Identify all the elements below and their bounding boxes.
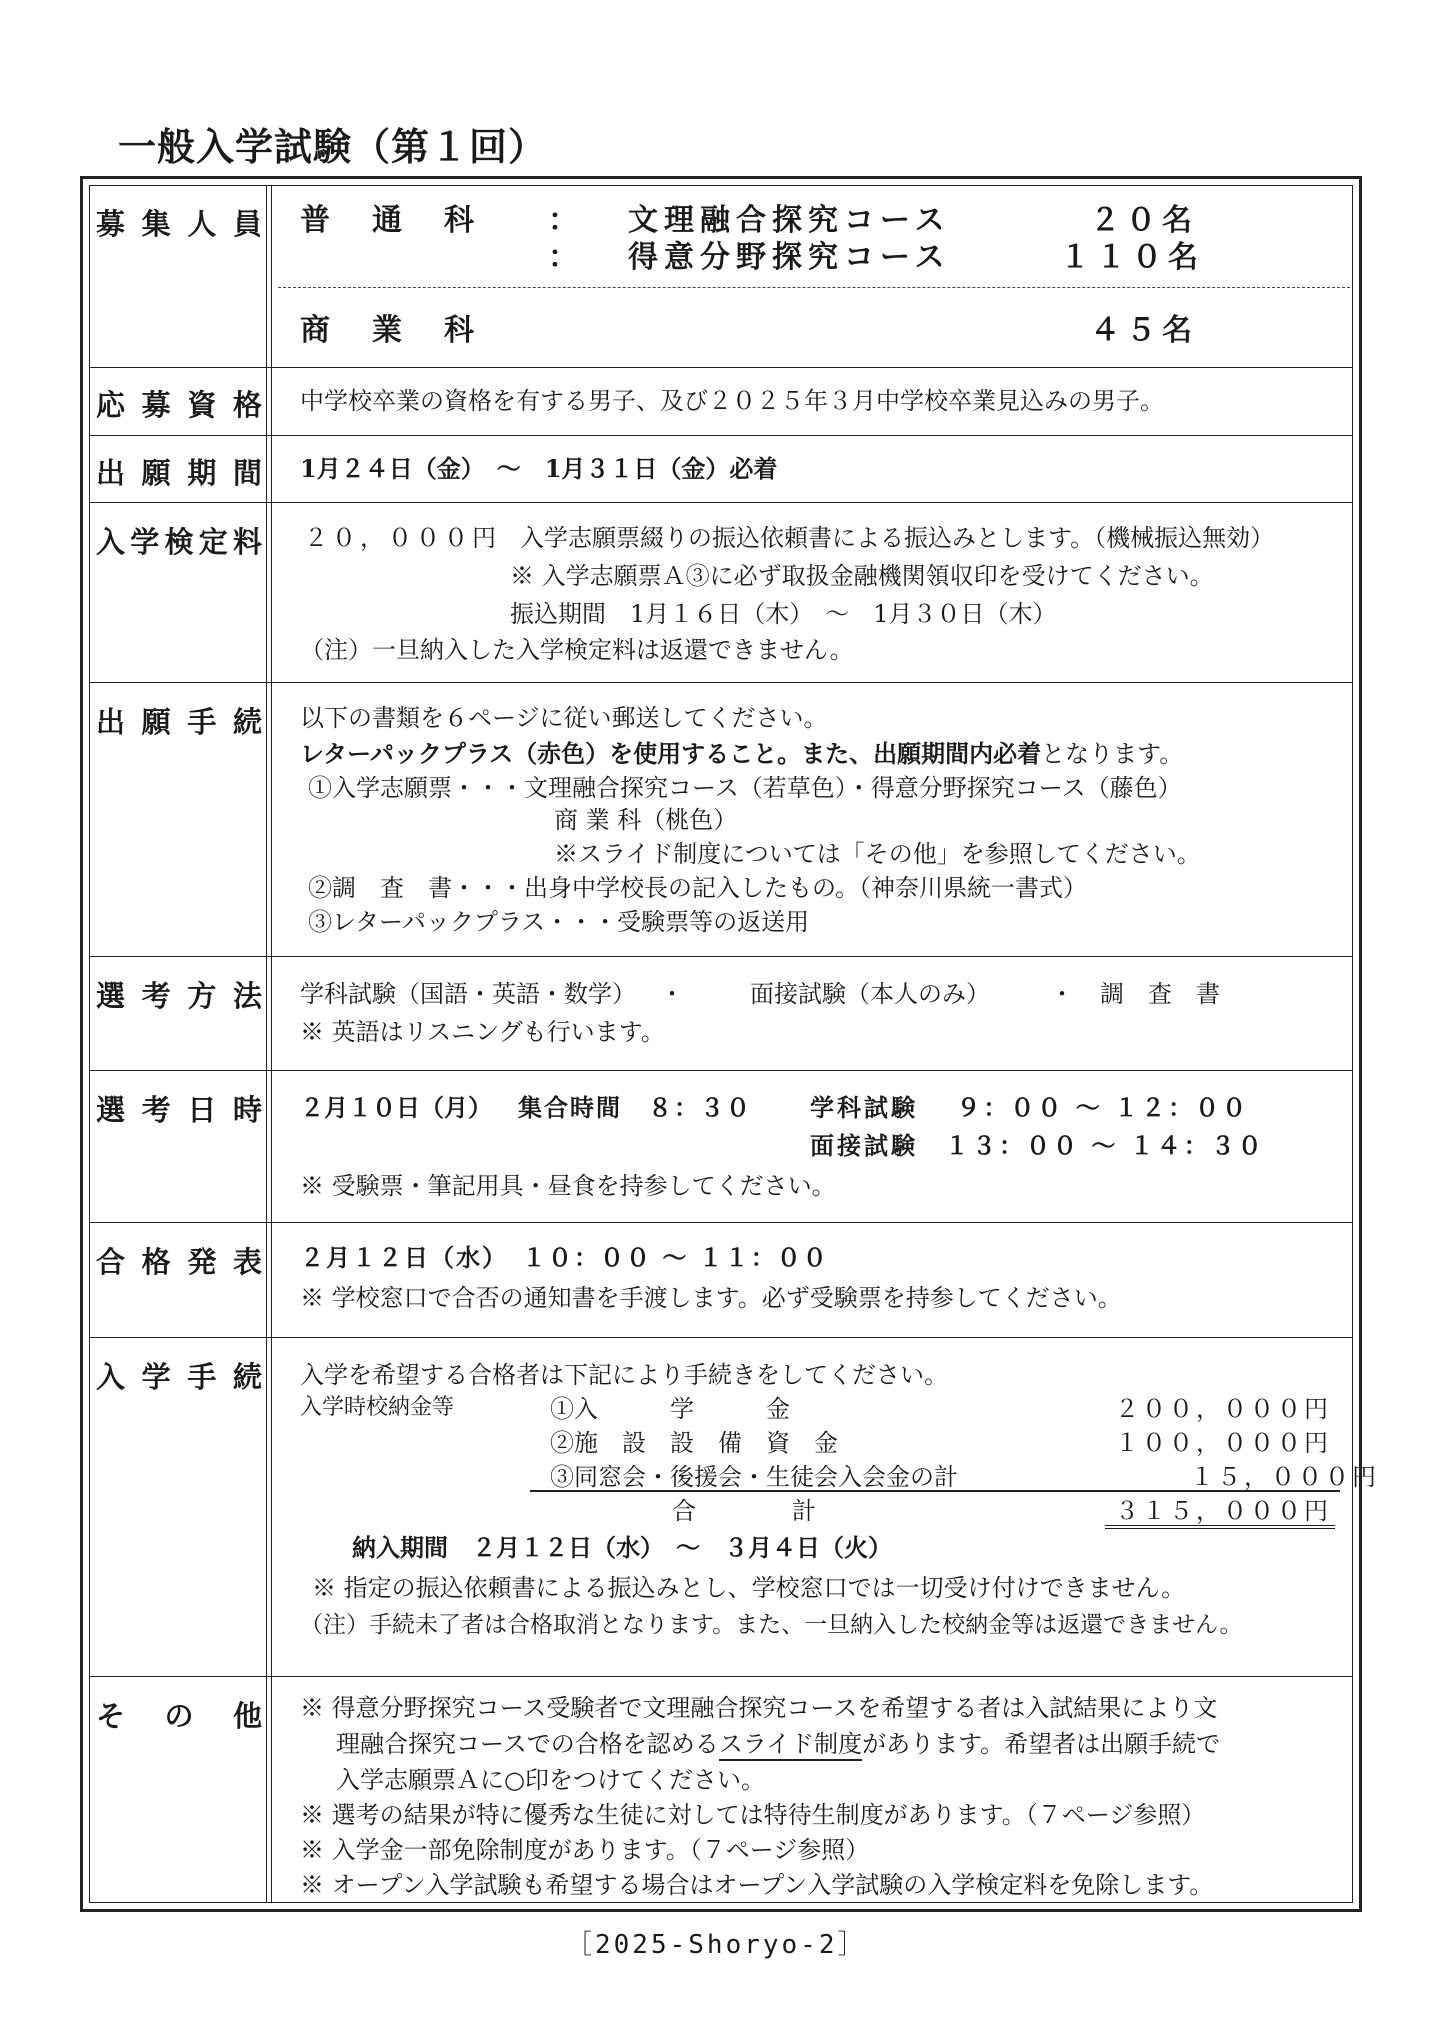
row-divider bbox=[90, 1222, 1352, 1223]
label-other: そ の 他 bbox=[96, 1699, 262, 1733]
method-interview: 面接試験（本人のみ） bbox=[750, 980, 990, 1008]
label-fee: 入学検定料 bbox=[96, 525, 262, 559]
procedure-item: ②調 査 書・・・出身中学校長の記入したもの。（神奈川県統一書式） bbox=[308, 874, 1088, 902]
other-text: があります。希望者は出願手続で bbox=[862, 1730, 1221, 1758]
procedure-item: 商 業 科（桃色） bbox=[554, 806, 738, 834]
fee-amount: ２０，０００円 bbox=[304, 524, 500, 552]
course-name: 文理融合探究コース bbox=[628, 203, 951, 238]
method-separator: ・ bbox=[1050, 980, 1074, 1008]
qualification-text: 中学校卒業の資格を有する男子、及び２０２５年３月中学校卒業見込みの男子。 bbox=[300, 387, 1164, 415]
datetime-written: 学科試験 ９：００ ～ １２：００ bbox=[810, 1093, 1250, 1122]
procedure-deadline: 出願期間内必着 bbox=[873, 739, 1042, 768]
label-column-divider bbox=[266, 186, 272, 1902]
other-line bbox=[336, 1732, 1220, 1756]
admission-fee-amount: １５，０００円 bbox=[1190, 1463, 1379, 1491]
course-count: ４５名 bbox=[1090, 313, 1198, 348]
label-result: 合格発表 bbox=[96, 1245, 262, 1279]
row-divider bbox=[90, 956, 1352, 957]
datetime-date: ２月１０日（月） bbox=[300, 1093, 492, 1122]
procedure-line bbox=[300, 739, 1184, 768]
other-line: ※ 入学金一部免除制度があります。（７ページ参照） bbox=[300, 1836, 870, 1864]
period-text: 1月２４日（金） ～ 1月３１日（金）必着 bbox=[300, 454, 778, 483]
page-title: 一般入学試験（第１回） bbox=[118, 124, 548, 169]
fee-note: ※ 入学志願票Ａ③に必ず取扱金融機関領収印を受けてください。 bbox=[510, 562, 1214, 590]
colon: ： bbox=[548, 240, 584, 275]
admission-note: （注）手続未了者は合格取消となります。また、一旦納入した校納金等は返還できません。 bbox=[300, 1612, 1243, 1638]
recruit-dashed-divider bbox=[278, 287, 1350, 288]
label-qualification: 応募資格 bbox=[96, 388, 262, 422]
row-divider bbox=[90, 1070, 1352, 1071]
admission-fee-subtotal-row bbox=[530, 1463, 1379, 1492]
other-line: ※ オープン入学試験も希望する場合はオープン入学試験の入学検定料を免除します。 bbox=[300, 1871, 1214, 1899]
admission-total-amount: ３１５，０００円 bbox=[1105, 1499, 1335, 1529]
shogyo-label: 商 業 科 bbox=[300, 313, 480, 348]
method-subjects: 学科試験（国語・英語・数学） bbox=[300, 980, 636, 1008]
row-divider bbox=[90, 367, 1352, 368]
method-note: ※ 英語はリスニングも行います。 bbox=[300, 1018, 665, 1046]
row-divider bbox=[90, 682, 1352, 683]
admission-fee-item: ②施 設 設 備 資 金 bbox=[550, 1429, 838, 1457]
course-count: １１０名 bbox=[1060, 240, 1204, 275]
admission-fee-amount: １００，０００円 bbox=[1115, 1429, 1331, 1457]
procedure-line: 以下の書類を６ページに従い郵送してください。 bbox=[300, 704, 828, 732]
method-report: 調 査 書 bbox=[1100, 980, 1220, 1008]
row-divider bbox=[90, 1337, 1352, 1338]
result-datetime: ２月１２日（水） １０：００ ～ １１：００ bbox=[300, 1243, 829, 1272]
page-footer: ［2025-Shoryo-2］ bbox=[566, 1930, 867, 1960]
row-divider bbox=[90, 435, 1352, 436]
other-text: 理融合探究コースでの合格を認める bbox=[336, 1730, 719, 1758]
label-admission: 入学手続 bbox=[96, 1360, 262, 1394]
colon: ： bbox=[548, 203, 584, 238]
fee-transfer-period: 振込期間 1月１６日（木） ～ 1月３０日（木） bbox=[510, 600, 1057, 628]
fee-method: 入学志願票綴りの振込依頼書による振込みとします。（機械振込無効） bbox=[520, 524, 1275, 552]
result-note: ※ 学校窓口で合否の通知書を手渡します。必ず受験票を持参してください。 bbox=[300, 1284, 1122, 1312]
course-name: 得意分野探究コース bbox=[628, 240, 951, 275]
procedure-letterpack: レターパックプラス（赤色）を使用すること。また、 bbox=[300, 739, 874, 768]
row-divider bbox=[90, 502, 1352, 503]
other-line: ※ 得意分野探究コース受験者で文理融合探究コースを希望する者は入試結果により文 bbox=[300, 1694, 1218, 1722]
admission-fee-amount: ２００，０００円 bbox=[1115, 1395, 1331, 1423]
admission-fee-item: ①入 学 金 bbox=[550, 1395, 790, 1423]
label-period: 出願期間 bbox=[96, 456, 262, 490]
admission-total-label: 合 計 bbox=[672, 1497, 816, 1525]
admission-fee-item: ③同窓会・後援会・生徒会入会金の計 bbox=[550, 1463, 958, 1491]
label-datetime: 選考日時 bbox=[96, 1093, 262, 1127]
procedure-suffix: となります。 bbox=[1041, 740, 1184, 768]
procedure-item: ①入学志願票・・・文理融合探究コース（若草色）・得意分野探究コース（藤色） bbox=[308, 774, 1182, 802]
futsu-label: 普 通 科 bbox=[300, 203, 480, 238]
slide-system: スライド制度 bbox=[719, 1730, 862, 1761]
admission-intro: 入学を希望する合格者は下記により手続きをしてください。 bbox=[300, 1361, 948, 1389]
table-inner-border bbox=[89, 185, 1379, 1903]
label-recruit: 募集人員 bbox=[96, 207, 262, 241]
admission-note: ※ 指定の振込依頼書による振込みとし、学校窓口では一切受け付けできません。 bbox=[312, 1574, 1186, 1602]
other-line: ※ 選考の結果が特に優秀な生徒に対しては特待生制度があります。（７ページ参照） bbox=[300, 1801, 1206, 1829]
course-count: ２０名 bbox=[1090, 203, 1198, 238]
procedure-item: ※スライド制度については「その他」を参照してください。 bbox=[554, 840, 1201, 868]
datetime-assembly: 集合時間 ８：３０ bbox=[518, 1093, 752, 1122]
datetime-interview: 面接試験 １３：００ ～ １４：３０ bbox=[810, 1131, 1265, 1160]
label-method: 選考方法 bbox=[96, 979, 262, 1013]
row-divider bbox=[90, 1676, 1352, 1677]
other-line: 入学志願票Ａに○印をつけてください。 bbox=[336, 1766, 765, 1794]
method-separator: ・ bbox=[660, 980, 684, 1008]
admission-pay-period: 納入期間 ２月１２日（水） ～ ３月４日（火） bbox=[352, 1533, 892, 1562]
datetime-note: ※ 受験票・筆記用具・昼食を持参してください。 bbox=[300, 1172, 836, 1200]
admission-fee-heading: 入学時校納金等 bbox=[300, 1395, 455, 1420]
fee-refund-note: （注）一旦納入した入学検定料は返還できません。 bbox=[300, 636, 854, 664]
admission-table bbox=[80, 176, 1379, 1912]
procedure-item: ③レターパックプラス・・・受験票等の返送用 bbox=[308, 908, 810, 936]
label-procedure: 出願手続 bbox=[96, 705, 262, 739]
